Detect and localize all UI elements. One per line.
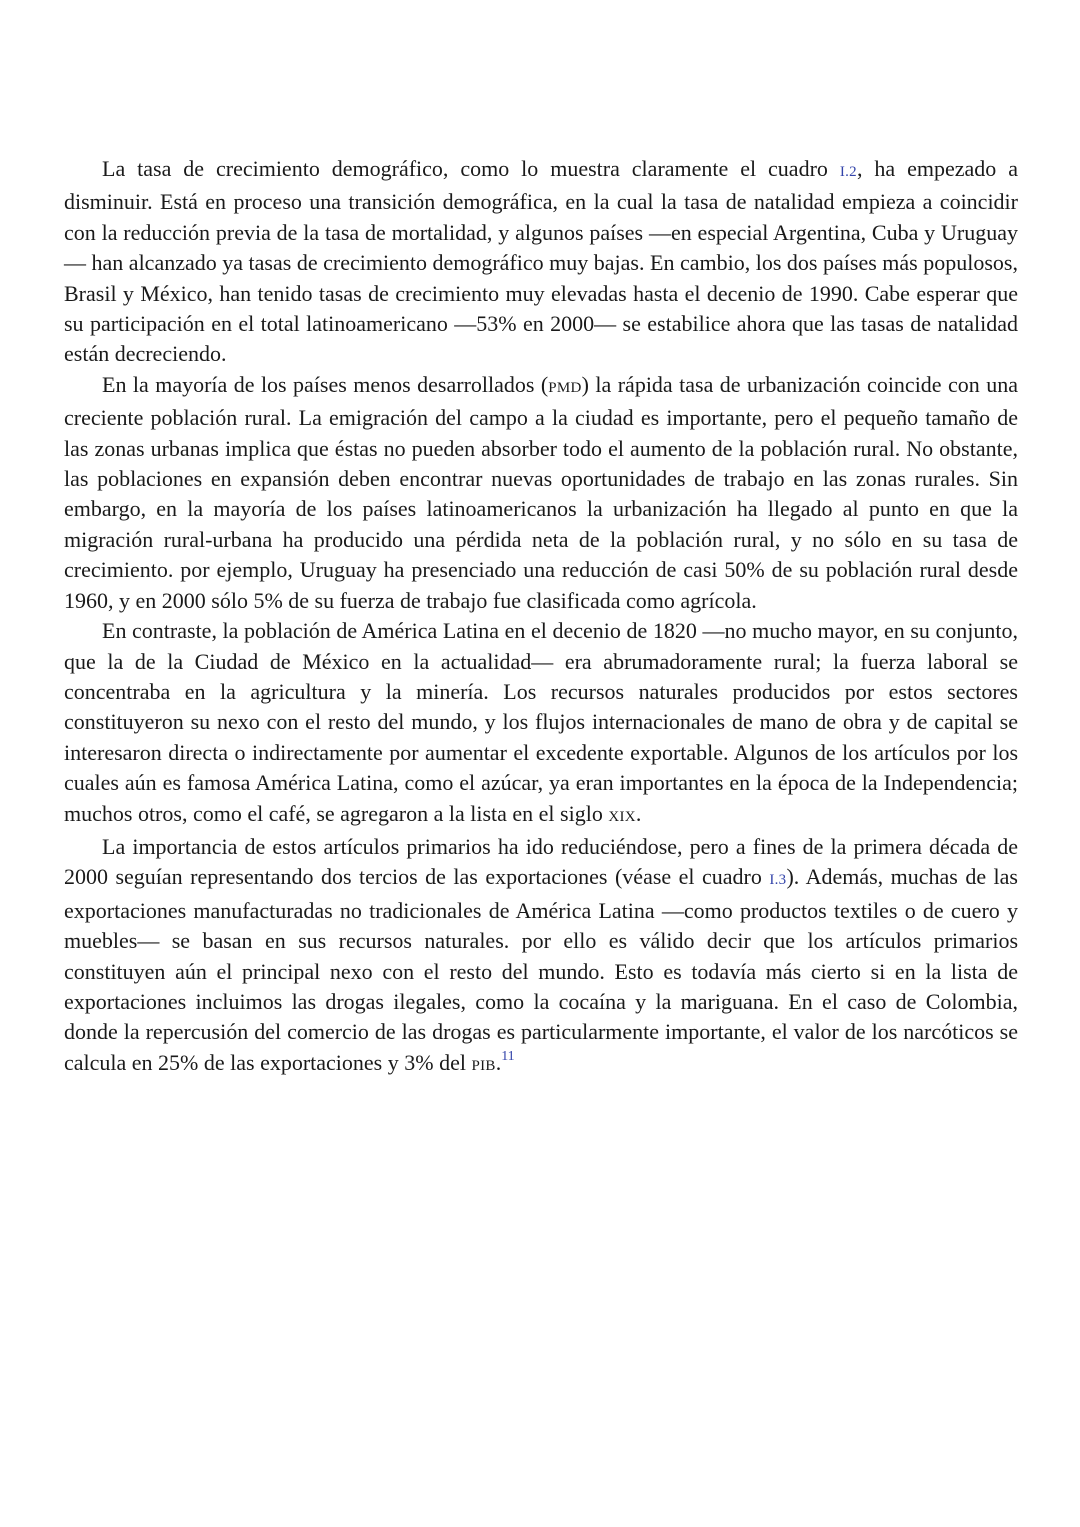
footnote-link[interactable]: 11 [501, 1048, 515, 1064]
abbreviation-pmd: PMD [548, 379, 582, 396]
paragraph-text: En la mayoría de los países menos desarrollados ( [102, 371, 549, 397]
paragraph-text: En contraste, la población de América Latina en el decenio de 1820 —no mucho mayor, en su conjunto, que la de la Ciudad de México en la actualidad— era abrumadoramente rural; la fuerza laboral se concentraba en la agricultura y la minería. Los recursos naturales producidos por estos sectores constituyeron su nexo con el resto del mundo, y los flujos internacionales de mano de obra y de capital se interesaron directa o indirectamente por aumentar el excedente exportable. Algunos de los artículos por los cuales aún es famosa América Latina, como el azúcar, ya eran importantes en la época de la Independencia; muchos otros, como el café, se agregaron a la lista en el siglo [64, 618, 1018, 826]
paragraph-historical-contrast [64, 616, 1018, 832]
abbreviation-pib: PIB [471, 1057, 496, 1074]
paragraph-text: ) la rápida tasa de urbanización coincide con una creciente población rural. La emigración del campo a la ciudad es importante, pero el pequeño tamaño de las zonas urbanas implica que éstas no pueden absorber todo el aumento de la población rural. No obstante, las poblaciones en expansión deben encontrar nuevas oportunidades de trabajo en las zonas rurales. Sin embargo, en la mayoría de los países latinoamericanos la urbanización ha llegado al punto en que la migración rural-urbana ha producido una pérdida neta de la población rural, y no sólo en su tasa de crecimiento. por ejemplo, Uruguay ha presenciado una reducción de casi 50% de su población rural desde 1960, y en 2000 sólo 5% de su fuerza de trabajo fue clasificada como agrícola. [64, 371, 1018, 613]
paragraph-text: La tasa de crecimiento demográfico, como lo muestra claramente el cuadro [102, 156, 840, 181]
paragraph-text: La importancia de estos artículos primarios ha ido reduciéndose, pero a fines de la primera década de 2000 seguían representando dos tercios de las exportaciones (véase el cuadro [64, 833, 1018, 890]
paragraph-urbanization [64, 370, 1018, 616]
table-reference-link[interactable]: I.3 [769, 872, 787, 889]
paragraph-demographic-growth [64, 154, 1018, 370]
paragraph-text: . [635, 800, 642, 826]
table-reference-link[interactable]: I.2 [839, 164, 857, 180]
paragraph-text: , ha empezado a disminuir. Está en proceso una transición demográfica, en la cual la tasa de natalidad empieza a coincidir con la reducción previa de la tasa de mortalidad, y algunos países —en especial Argentina, Cuba y Uruguay— han alcanzado ya tasas de crecimiento demográfico muy bajas. En cambio, los dos países más populosos, Brasil y México, han tenido tasas de crecimiento muy elevadas hasta el decenio de 1990. Cabe esperar que su participación en el total latinoamericano —53% en 2000— se estabilice ahora que las tasas de natalidad están decreciendo. [64, 156, 1018, 367]
document-body [64, 154, 1018, 1081]
paragraph-text: ). Además, muchas de las exportaciones manufacturadas no tradicionales de América Latina —como productos textiles o de cuero y muebles— se basan en sus recursos naturales. por ello es válido decir que los artículos primarios constituyen aún el principal nexo con el resto del mundo. Esto es todavía más cierto si en la lista de exportaciones incluimos las drogas ilegales, como la cocaína y la mariguana. En el caso de Colombia, donde la repercusión del comercio de las drogas es particularmente importante, el valor de los narcóticos se calcula en 25% de las exportaciones y 3% del [64, 864, 1018, 1075]
paragraph-text: . [495, 1049, 502, 1075]
century-numeral: XIX [608, 808, 636, 825]
paragraph-primary-exports [64, 832, 1018, 1081]
